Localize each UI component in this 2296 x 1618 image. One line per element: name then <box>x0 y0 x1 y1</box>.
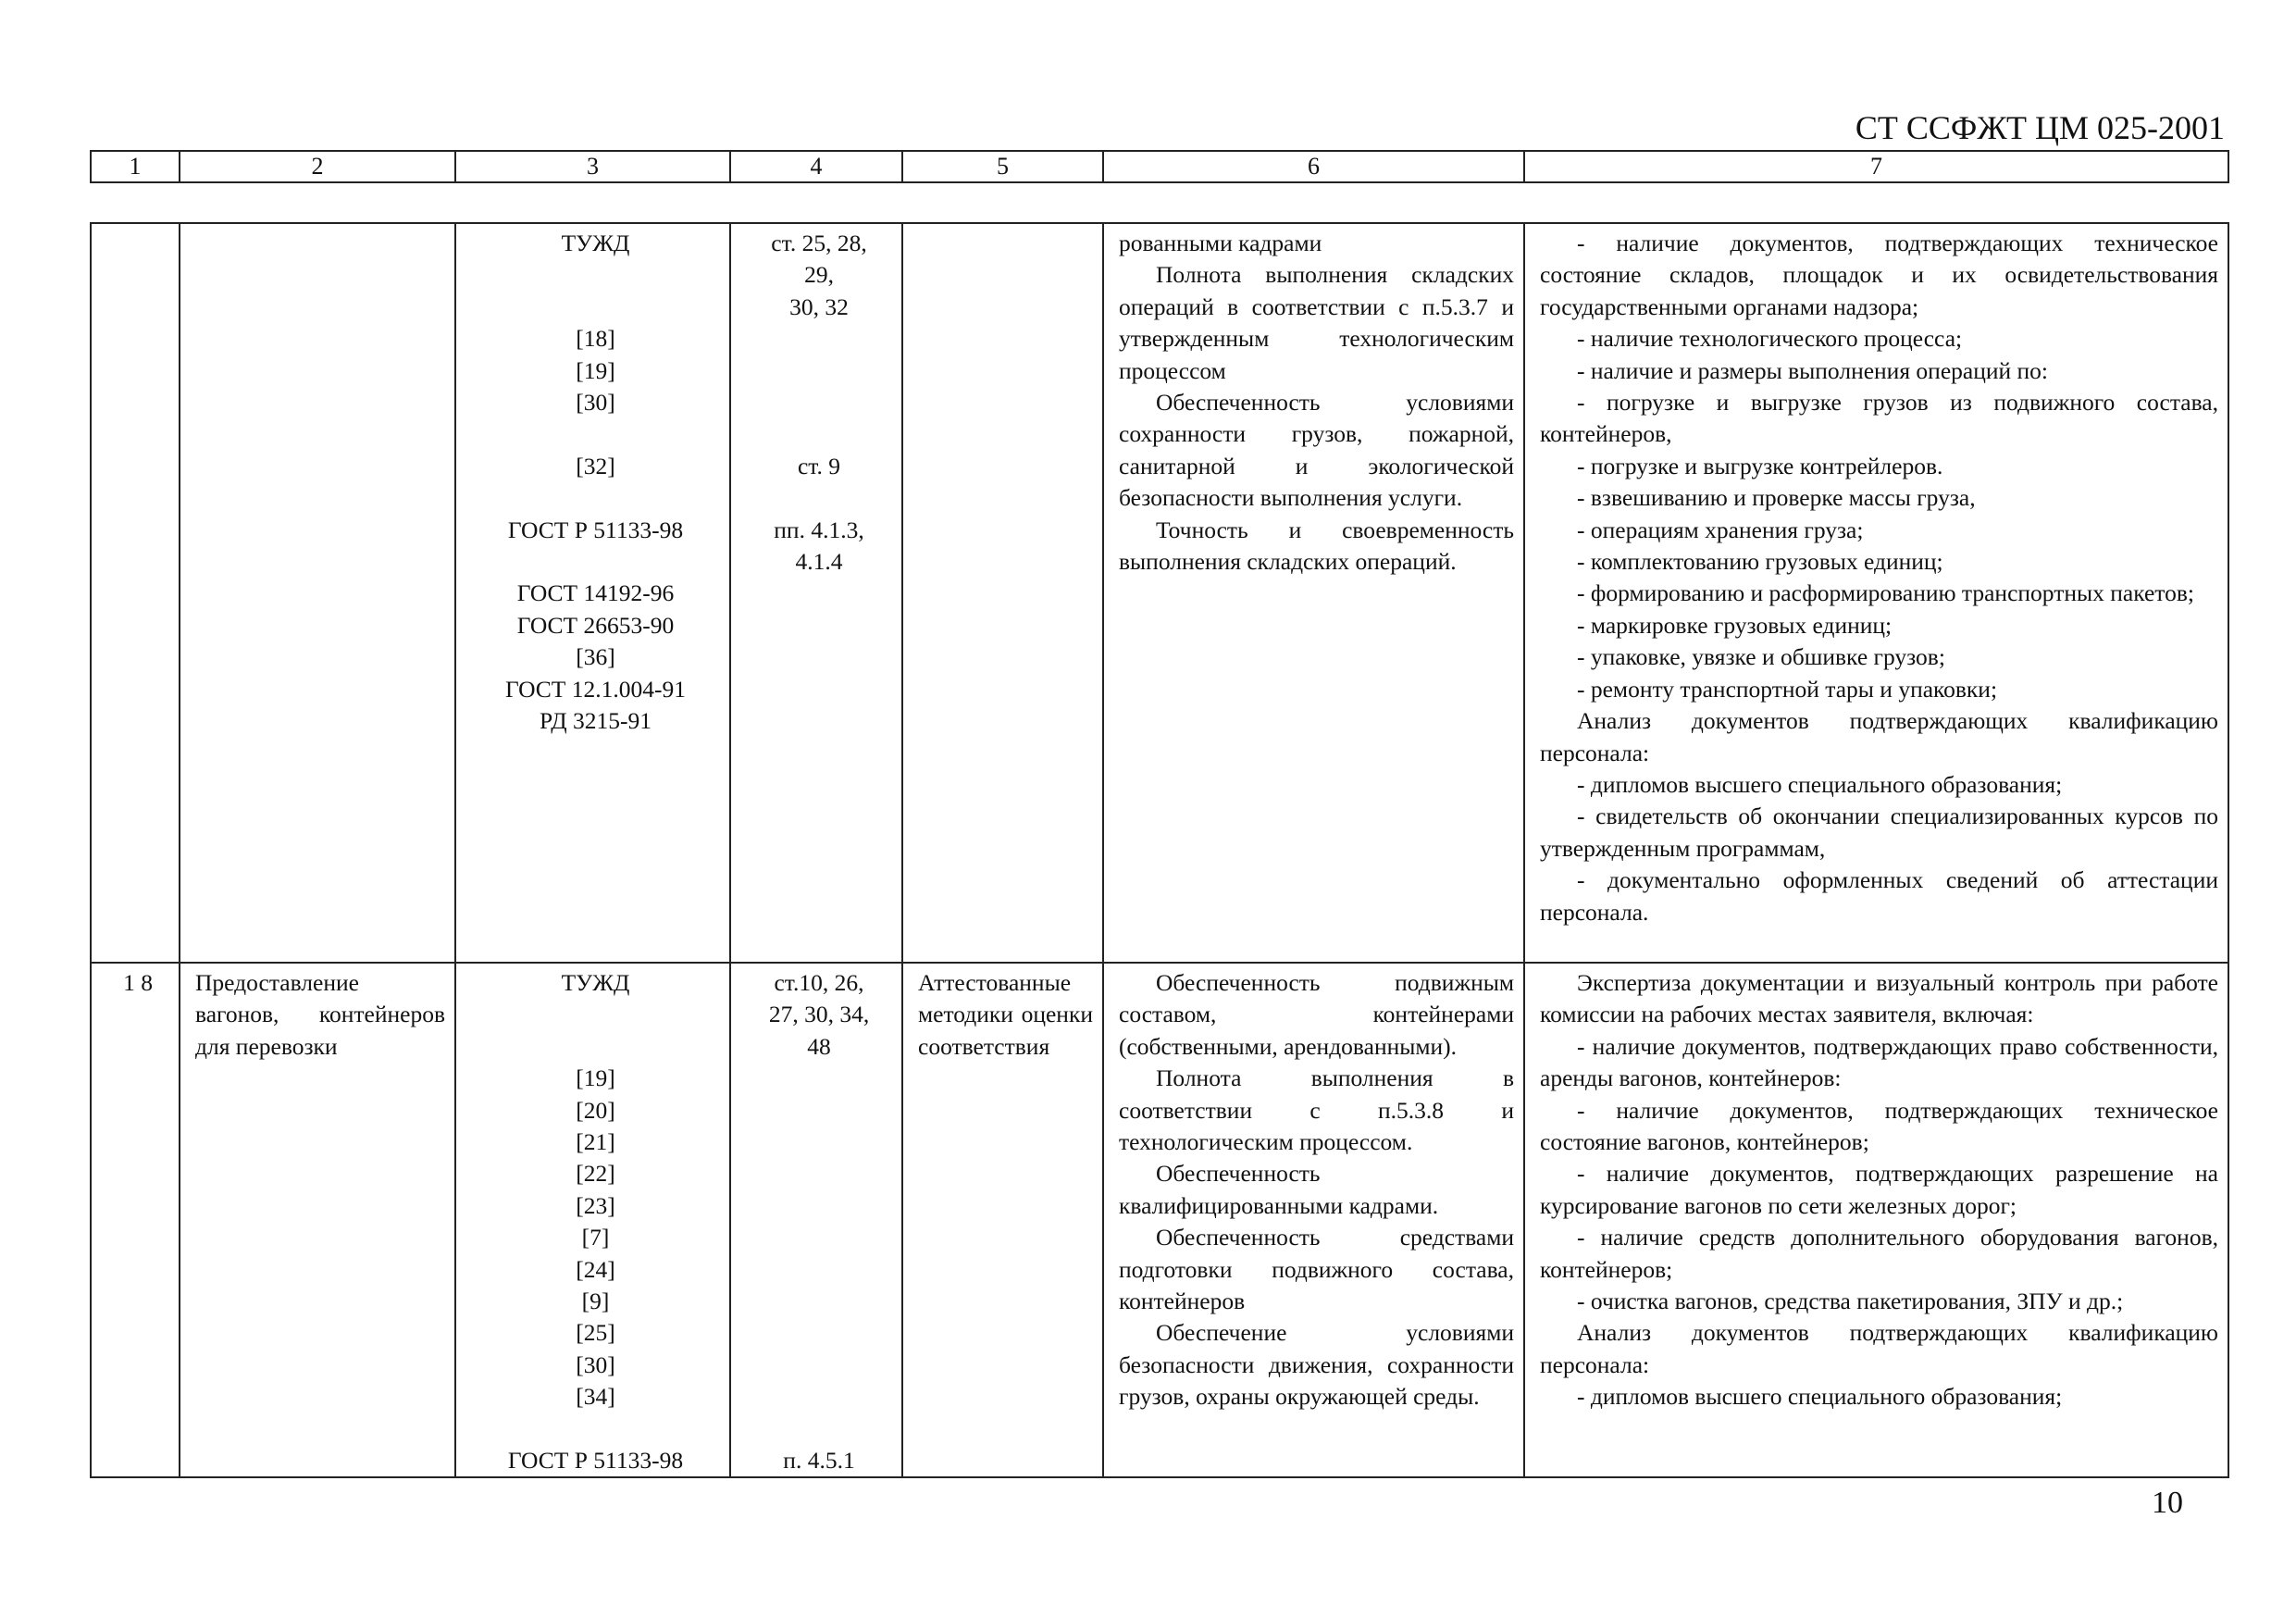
table-row <box>91 223 2228 963</box>
cell-text-line: - ремонту транспортной тары и упаковки; <box>1577 675 1998 703</box>
cell-text-line: ГОСТ Р 51133-98 <box>507 516 684 543</box>
cell-text-line: [9] <box>581 1288 610 1315</box>
column-number: 4 <box>730 151 902 182</box>
cell-text-line: 4.1.4 <box>795 547 843 575</box>
cell-text-line: Полнота выполнения в соответствии с п.5.3.8 и технологическим процессом. <box>1119 1064 1520 1156</box>
cell-text-line <box>746 1063 892 1094</box>
cell-text-line: [21] <box>576 1128 615 1155</box>
cell-text-line: - наличие средств дополнительного оборудования вагонов, контейнеров; <box>1540 1224 2225 1283</box>
cell-text-line <box>746 418 892 450</box>
cell-text-line: - наличие документов, подтверждающих право собственности, аренды вагонов, контейнеров: <box>1540 1032 2225 1092</box>
cell-text-line: - наличие документов, подтверждающих техническое состояние вагонов, контейнеров; <box>1540 1096 2225 1156</box>
cell-text-line: 1 8 <box>123 969 153 996</box>
cell-text-line: - формированию и расформированию транспортных пакетов; <box>1577 579 2194 607</box>
cell-text-line <box>746 1126 892 1158</box>
method-cell <box>902 963 1103 1477</box>
cell-text-line: п. 4.5.1 <box>783 1446 855 1474</box>
normative-docs-cell <box>455 963 730 1477</box>
cell-text-line <box>746 1381 892 1413</box>
cell-text-line: Предоставление вагонов, контейнеров для перевозки <box>195 969 452 1060</box>
cell-text-line <box>746 1350 892 1381</box>
cell-text-line <box>746 1286 892 1317</box>
column-number: 6 <box>1103 151 1524 182</box>
cell-text-line: - очистка вагонов, средства пакетирования, ЗПУ и др.; <box>1577 1288 2124 1315</box>
cell-text-line <box>746 1317 892 1349</box>
cell-text-line <box>918 228 1093 259</box>
cell-text-line: [36] <box>576 643 615 671</box>
cell-text-line <box>471 418 720 450</box>
cell-text-line: ГОСТ Р 51133-98 <box>507 1447 684 1475</box>
cell-text-line: [18] <box>576 325 615 353</box>
cell-text-line <box>746 1095 892 1126</box>
cell-text-line <box>471 546 720 578</box>
cell-text-line <box>746 323 892 355</box>
criteria-cell <box>1103 963 1524 1477</box>
cell-text-line <box>195 228 445 259</box>
cell-text-line <box>106 228 169 259</box>
cell-text-line <box>471 1413 720 1445</box>
clauses-cell <box>730 223 902 963</box>
clauses-cell <box>730 963 902 1477</box>
cell-text-line: [20] <box>576 1096 615 1124</box>
cell-text-line <box>471 259 720 291</box>
cell-text-line <box>471 482 720 514</box>
table-row <box>91 963 2228 1477</box>
cell-text-line: - свидетельств об окончании специализированных курсов по утвержденным программам, <box>1540 803 2225 862</box>
cell-text-line: Точность и своевременность выполнения складских операций. <box>1119 516 1520 576</box>
cell-text-line <box>746 1413 892 1445</box>
certification-table <box>90 222 2229 1478</box>
cell-text-line: Аттестованные методики оценки соответствия <box>918 969 1099 1060</box>
cell-text-line <box>746 387 892 418</box>
cell-text-line: Экспертиза документации и визуальный контроль при работе комиссии на рабочих местах заявителя, включая: <box>1540 969 2225 1028</box>
column-number: 1 <box>91 151 180 182</box>
cell-text-line: - операциям хранения груза; <box>1577 516 1864 543</box>
page-number: 10 <box>2152 1486 2183 1520</box>
cell-text-line: рованными кадрами <box>1119 230 1322 256</box>
cell-text-line: Обеспеченность условиями сохранности грузов, пожарной, санитарной и экологической безопасности выполнения услуги. <box>1119 389 1520 512</box>
cell-text-line: 30, 32 <box>789 292 849 320</box>
cell-text-line: 27, 30, 34, <box>768 1001 870 1028</box>
row-number-cell <box>91 223 180 963</box>
cell-text-line: [19] <box>576 1064 615 1092</box>
cell-text-line: [25] <box>576 1319 615 1347</box>
cell-text-line: - наличие технологического процесса; <box>1577 325 1963 353</box>
cell-text-line: - документально оформленных сведений об аттестации персонала. <box>1540 866 2225 926</box>
cell-text-line: ТУЖД <box>561 969 630 996</box>
cell-text-line: - погрузке и выгрузке грузов из подвижного состава, контейнеров, <box>1540 389 2225 448</box>
normative-docs-cell <box>455 223 730 963</box>
evidence-cell <box>1524 963 2228 1477</box>
cell-text-line: [19] <box>576 356 615 384</box>
cell-text-line: Полнота выполнения складских операций в соответствии с п.5.3.7 и утвержденным технологическим процессом <box>1119 261 1520 384</box>
cell-text-line: Обеспеченность средствами подготовки подвижного состава, контейнеров <box>1119 1224 1520 1315</box>
cell-text-line <box>746 1222 892 1253</box>
document-code: СТ ССФЖТ ЦМ 025-2001 <box>1855 109 2225 146</box>
cell-text-line: - наличие и размеры выполнения операций по: <box>1577 356 2049 384</box>
cell-text-line: ТУЖД <box>561 230 630 256</box>
cell-text-line <box>471 292 720 323</box>
cell-text-line: - наличие документов, подтверждающих техническое состояние складов, площадок и их освидетельствования государственными органами надзора; <box>1540 230 2225 320</box>
cell-text-line: ГОСТ 26653-90 <box>516 611 675 639</box>
cell-text-line <box>746 1190 892 1222</box>
cell-text-line <box>471 999 720 1030</box>
cell-text-line: [30] <box>576 1350 615 1378</box>
cell-text-line <box>746 482 892 514</box>
service-name-cell <box>180 223 455 963</box>
cell-text-line: [22] <box>576 1160 615 1188</box>
cell-text-line: [32] <box>576 452 615 479</box>
cell-text-line: ст. 9 <box>797 452 841 479</box>
column-number: 2 <box>180 151 455 182</box>
cell-text-line: ст.10, 26, <box>774 969 864 996</box>
cell-text-line: - комплектованию грузовых единиц; <box>1577 548 1943 576</box>
cell-text-line: [7] <box>581 1224 610 1251</box>
cell-text-line <box>746 355 892 387</box>
cell-text-line: - дипломов высшего специального образования; <box>1577 1383 2063 1411</box>
cell-text-line: - маркировке грузовых единиц; <box>1577 611 1893 639</box>
cell-text-line: [34] <box>576 1383 615 1411</box>
cell-text-line: 29, <box>804 261 834 289</box>
cell-text-line: ст. 25, 28, <box>771 230 867 256</box>
method-cell <box>902 223 1103 963</box>
cell-text-line: - взвешиванию и проверке массы груза, <box>1577 484 1976 512</box>
cell-text-line: - наличие документов, подтверждающих разрешение на курсирование вагонов по сети железных дорог; <box>1540 1160 2225 1219</box>
cell-text-line: ГОСТ 14192-96 <box>516 579 675 607</box>
cell-text-line <box>471 1031 720 1063</box>
column-number: 5 <box>902 151 1103 182</box>
service-name-cell <box>180 963 455 1477</box>
cell-text-line: пп. 4.1.3, <box>774 516 864 543</box>
row-number-cell <box>91 963 180 1477</box>
column-number: 3 <box>455 151 730 182</box>
cell-text-line: Обеспеченность подвижным составом, контейнерами (собственными, арендованными). <box>1119 969 1520 1060</box>
column-number-header <box>90 150 2229 183</box>
criteria-cell <box>1103 223 1524 963</box>
cell-text-line: - дипломов высшего специального образования; <box>1577 770 2063 798</box>
column-number: 7 <box>1524 151 2228 182</box>
cell-text-line: [23] <box>576 1191 615 1219</box>
cell-text-line: - упаковке, увязке и обшивке грузов; <box>1577 643 1945 671</box>
cell-text-line: Обеспечение условиями безопасности движения, сохранности грузов, охраны окружающей среды. <box>1119 1319 1520 1411</box>
cell-text-line: ГОСТ 12.1.004-91 <box>504 675 687 703</box>
cell-text-line: Анализ документов подтверждающих квалификацию персонала: <box>1540 1319 2225 1378</box>
cell-text-line <box>746 1158 892 1189</box>
cell-text-line: РД 3215-91 <box>539 707 652 735</box>
cell-text-line: Анализ документов подтверждающих квалификацию персонала: <box>1540 707 2225 766</box>
cell-text-line: [24] <box>576 1255 615 1283</box>
cell-text-line: - погрузке и выгрузке контрейлеров. <box>1577 452 1943 479</box>
evidence-cell <box>1524 223 2228 963</box>
cell-text-line <box>746 1254 892 1286</box>
cell-text-line: Обеспеченность квалифицированными кадрами. <box>1119 1160 1439 1219</box>
cell-text-line: 48 <box>807 1032 831 1060</box>
cell-text-line: [30] <box>576 389 615 416</box>
